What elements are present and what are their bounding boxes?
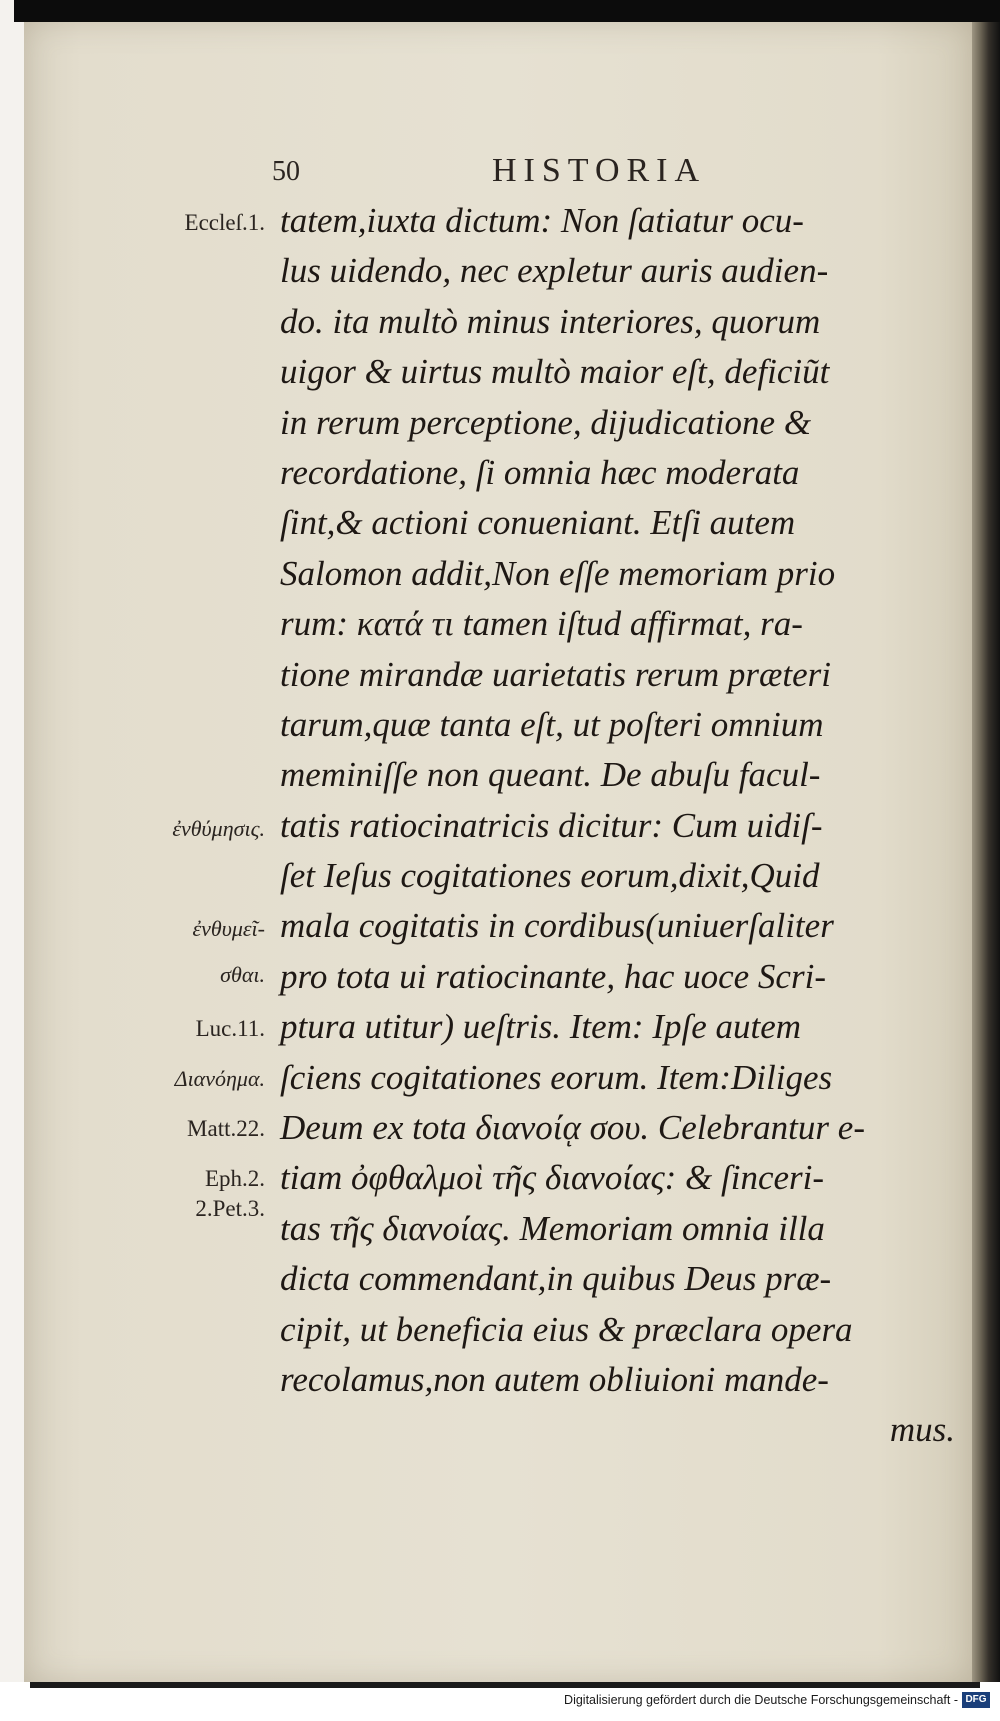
text-line: Salomon addit,Non eſſe memoriam prio [280,553,836,593]
text-line: rum: κατά τι tamen iſtud affirmat, ra- [280,604,803,644]
bottom-rule [30,1682,980,1688]
digitization-credit: Digitalisierung gefördert durch die Deutsche Forschungsgemeinschaft - [564,1693,958,1707]
text-line: tatem,iuxta dictum: Non ſatiatur ocu- [280,201,804,240]
text-line: ſint,& actioni conueniant. Etſi autem [280,503,796,543]
page-number: 50 [272,156,300,187]
text-line: tiam ὀφθαλμοὶ τῆς διανοίας: & ſinceri- [280,1158,825,1198]
margin-note: σθαι. [220,962,265,987]
text-line: tatis ratiocinatricis dicitur: Cum uidiſ- [280,805,823,845]
text-line: ſciens cogitationes eorum. Item:Diliges [280,1057,833,1097]
margin-note: Eph.2. [204,1166,265,1191]
text-line: in rerum perceptione, dijudicatione & [280,402,812,442]
body-text [280,196,965,1456]
text-line: recordatione, ſi omnia hæc moderata [280,452,800,492]
text-line: tarum,quæ tanta eſt, ut poſteri omnium [280,704,824,744]
text-line: do. ita multò minus interiores, quorum [280,301,821,341]
text-line: ſet Ieſus cogitationes eorum,dixit,Quid [280,856,820,896]
margin-note: Διανόημα. [174,1066,265,1091]
text-line: ptura utitur) ueſtris. Item: Ipſe autem [280,1007,802,1047]
text-line: pro tota ui ratiocinante, hac uoce Scri- [280,956,826,996]
scan-left-margin [0,0,24,1690]
margin-note: ἐνθυμεῖ- [192,916,265,941]
margin-notes [120,210,265,1221]
text-line: tione mirandæ uarietatis rerum præteri [280,654,831,694]
text-line: lus uidendo, nec expletur auris audien- [280,251,829,291]
text-line: cipit, ut beneficia eius & præclara opera [280,1309,853,1349]
dfg-logo-icon: DFG [962,1692,990,1708]
margin-note: 2.Pet.3. [195,1196,265,1221]
margin-note: Matt.22. [187,1116,265,1141]
margin-note: ἐνθύμησις. [172,816,265,841]
page-header [272,152,772,196]
margin-note: Eccleſ.1. [184,210,265,235]
book-gutter-shadow [972,22,1000,1682]
scan-top-border [14,0,1000,22]
margin-note: Luc.11. [195,1016,265,1041]
text-line: Deum ex tota διανοίᾳ σου. Celebrantur e- [280,1108,865,1148]
running-head: HISTORIA [492,152,707,189]
text-line: tas τῆς διανοίας. Memoriam omnia illa [280,1208,825,1248]
text-line: meminiſſe non queant. De abuſu facul- [280,755,821,795]
text-line: dicta commendant,in quibus Deus præ- [280,1259,832,1299]
text-line: mala cogitatis in cordibus(uniuerſaliter [280,906,834,946]
text-line-catchword: mus. [889,1410,955,1450]
text-line: uigor & uirtus multò maior eſt, deficiũt [280,352,830,392]
text-line: recolamus,non autem obliuioni mande- [280,1359,829,1399]
